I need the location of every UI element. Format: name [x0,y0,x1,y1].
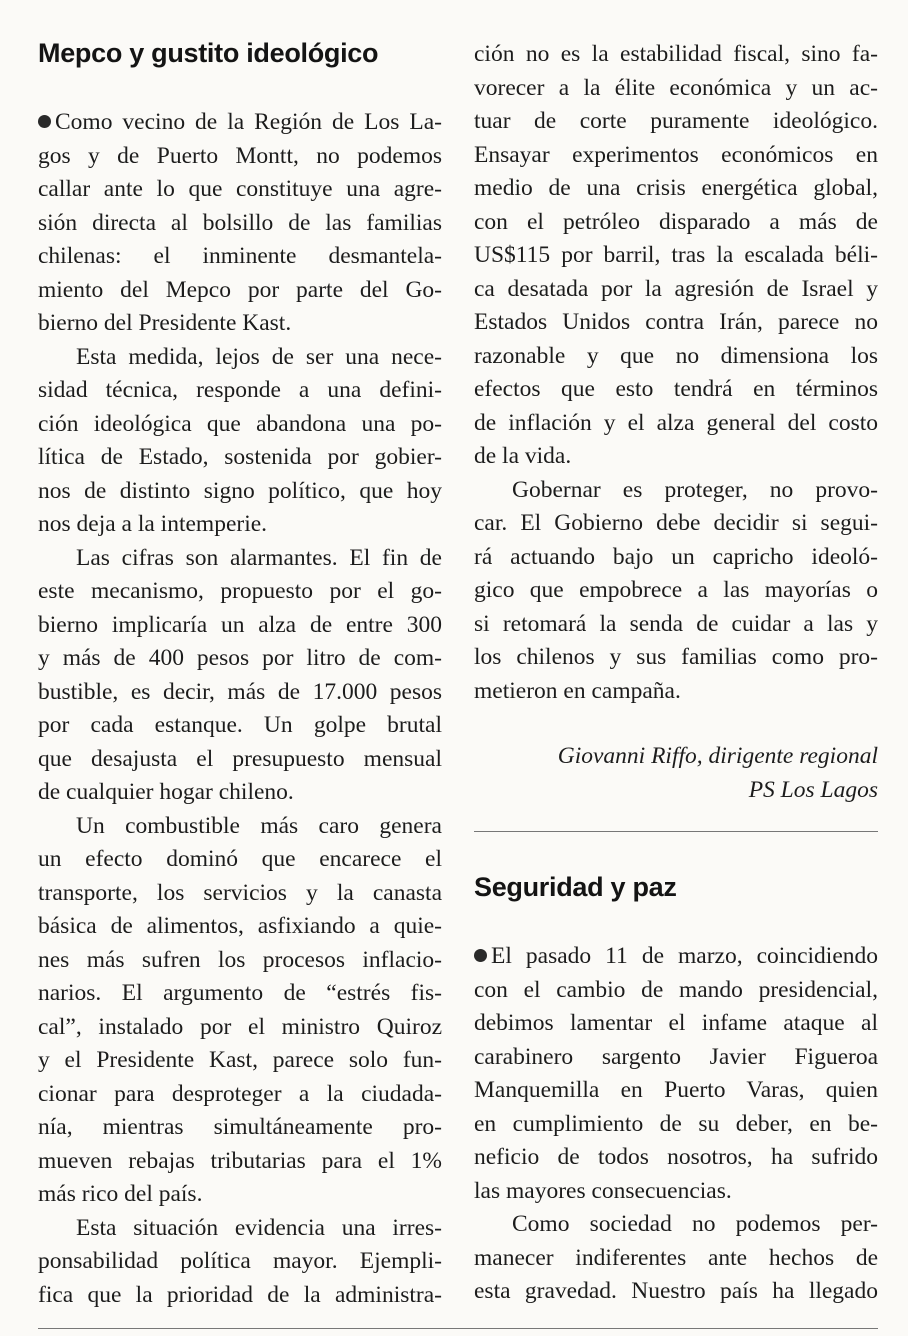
text-line: nos deja a la intemperie. [38,511,268,537]
text-line: neficio de todos nosotros, ha sufrido [474,1144,878,1170]
text-line: Como vecino de la Región de Los La- [38,106,442,140]
text-line: ción ideológica que abandona una po- [38,410,442,437]
text-line: debimos lamentar el infame ataque al [474,1010,878,1036]
text-line: nos de distinto signo político, que hoy [38,477,442,504]
text-line: ca desatada por la agresión de Israel y [474,275,878,302]
text-line: cionar para desproteger a la ciudada- [38,1080,442,1107]
text-line: sidad técnica, responde a una defini- [38,377,442,403]
signature-name: Giovanni Riffo, dirigente regional [557,743,878,769]
text-line: narios. El argumento de “estrés fis- [38,980,442,1006]
text-line: las mayores consecuencias. [474,1177,732,1204]
text-line: vorecer a la élite económica y un ac- [474,74,878,101]
text-line: gos y de Puerto Montt, no podemos [38,142,442,169]
text-line: bierno del Presidente Kast. [38,310,292,336]
text-line: este mecanismo, propuesto por el go- [38,578,442,604]
text-line: tuar de corte puramente ideológico. [474,108,878,134]
text-line: Las cifras son alarmantes. El fin de [76,544,442,571]
text-line: efectos que esto tendrá en términos [474,376,878,402]
text-line: con el cambio de mando presidencial, [474,976,878,1003]
text-line: cal”, instalado por el ministro Quiroz [38,1013,442,1040]
signature-org: PS Los Lagos [748,776,878,803]
bullet-icon [474,949,487,962]
text-line: gico que empobrece a las mayorías o [474,577,878,603]
text-line: Ensayar experimentos económicos en [474,141,878,168]
text-line: mueven rebajas tributarias para el 1% [38,1147,442,1174]
text-line: Esta medida, lejos de ser una nece- [76,343,442,370]
text-line: chilenas: el inminente desmantela- [38,243,442,269]
text-line: ponsabilidad política mayor. Ejempli- [38,1248,442,1274]
text-line: los chilenos y sus familias como pro- [474,644,878,670]
text-line: metieron en campaña. [474,677,681,704]
text-line: si retomará la senda de cuidar a las y [474,610,878,637]
letter1-headline: Mepco y gustito ideológico [38,38,379,68]
text-line: que desajusta el presupuesto mensual [38,745,442,772]
text-line: y más de 400 pesos por litro de com- [38,645,442,671]
text-line: El pasado 11 de marzo, coincidiendo [474,940,878,974]
bullet-icon [38,115,51,128]
text-line: razonable y que no dimensiona los [474,342,878,369]
text-line: un efecto dominó que encarece el [38,846,442,872]
text-line: nía, mientras simultáneamente pro- [38,1114,442,1140]
text-line: y el Presidente Kast, parece solo fun- [38,1047,442,1073]
text-line: nes más sufren los procesos inflacio- [38,946,442,973]
text-line: bustible, es decir, más de 17.000 pesos [38,678,442,705]
text-line: ción no es la estabilidad fiscal, sino fa- [474,41,878,67]
text-line: Manquemilla en Puerto Varas, quien [474,1077,878,1103]
text-line: carabinero sargento Javier Figueroa [474,1043,878,1070]
text-line: lítica de Estado, sostenida por gobier- [38,444,442,470]
text-line: Estados Unidos contra Irán, parece no [474,309,878,335]
text-line: Un combustible más caro genera [76,812,442,839]
text-line: manecer indiferentes ante hechos de [474,1244,878,1271]
text-line: sión directa al bolsillo de las familias [38,209,442,236]
text-line: esta gravedad. Nuestro país ha llegado [474,1278,878,1304]
text-line: US$115 por barril, tras la escalada béli- [474,242,878,268]
text-line: con el petróleo disparado a más de [474,208,878,235]
text-line: transporte, los servicios y la canasta [38,879,442,906]
text-line: miento del Mepco por parte del Go- [38,276,442,303]
text-line: Esta situación evidencia una irres- [76,1214,442,1241]
text-line: de cualquier hogar chileno. [38,779,294,805]
text-line: básica de alimentos, asfixiando a quie- [38,913,442,939]
letter2-headline: Seguridad y paz [474,872,677,902]
text-line: medio de una crisis energética global, [474,175,878,201]
text-line: rá actuando bajo un capricho ideoló- [474,543,878,570]
text-line: en cumplimiento de su deber, en be- [474,1110,878,1137]
text-line: por cada estanque. Un golpe brutal [38,712,442,738]
text-line: Como sociedad no podemos per- [512,1211,878,1237]
text-line: callar ante lo que constituye una agre- [38,176,442,202]
text-line: car. El Gobierno debe decidir si segui- [474,510,878,536]
bottom-rule [38,1328,878,1329]
text-line: Gobernar es proteger, no provo- [512,476,878,503]
section-divider [474,831,878,832]
text-line: de la vida. [474,443,572,469]
text-line: de inflación y el alza general del costo [474,409,878,436]
text-line: más rico del país. [38,1181,203,1207]
text-line: bierno implicaría un alza de entre 300 [38,611,442,638]
text-line: fica que la prioridad de la administra- [38,1281,442,1308]
